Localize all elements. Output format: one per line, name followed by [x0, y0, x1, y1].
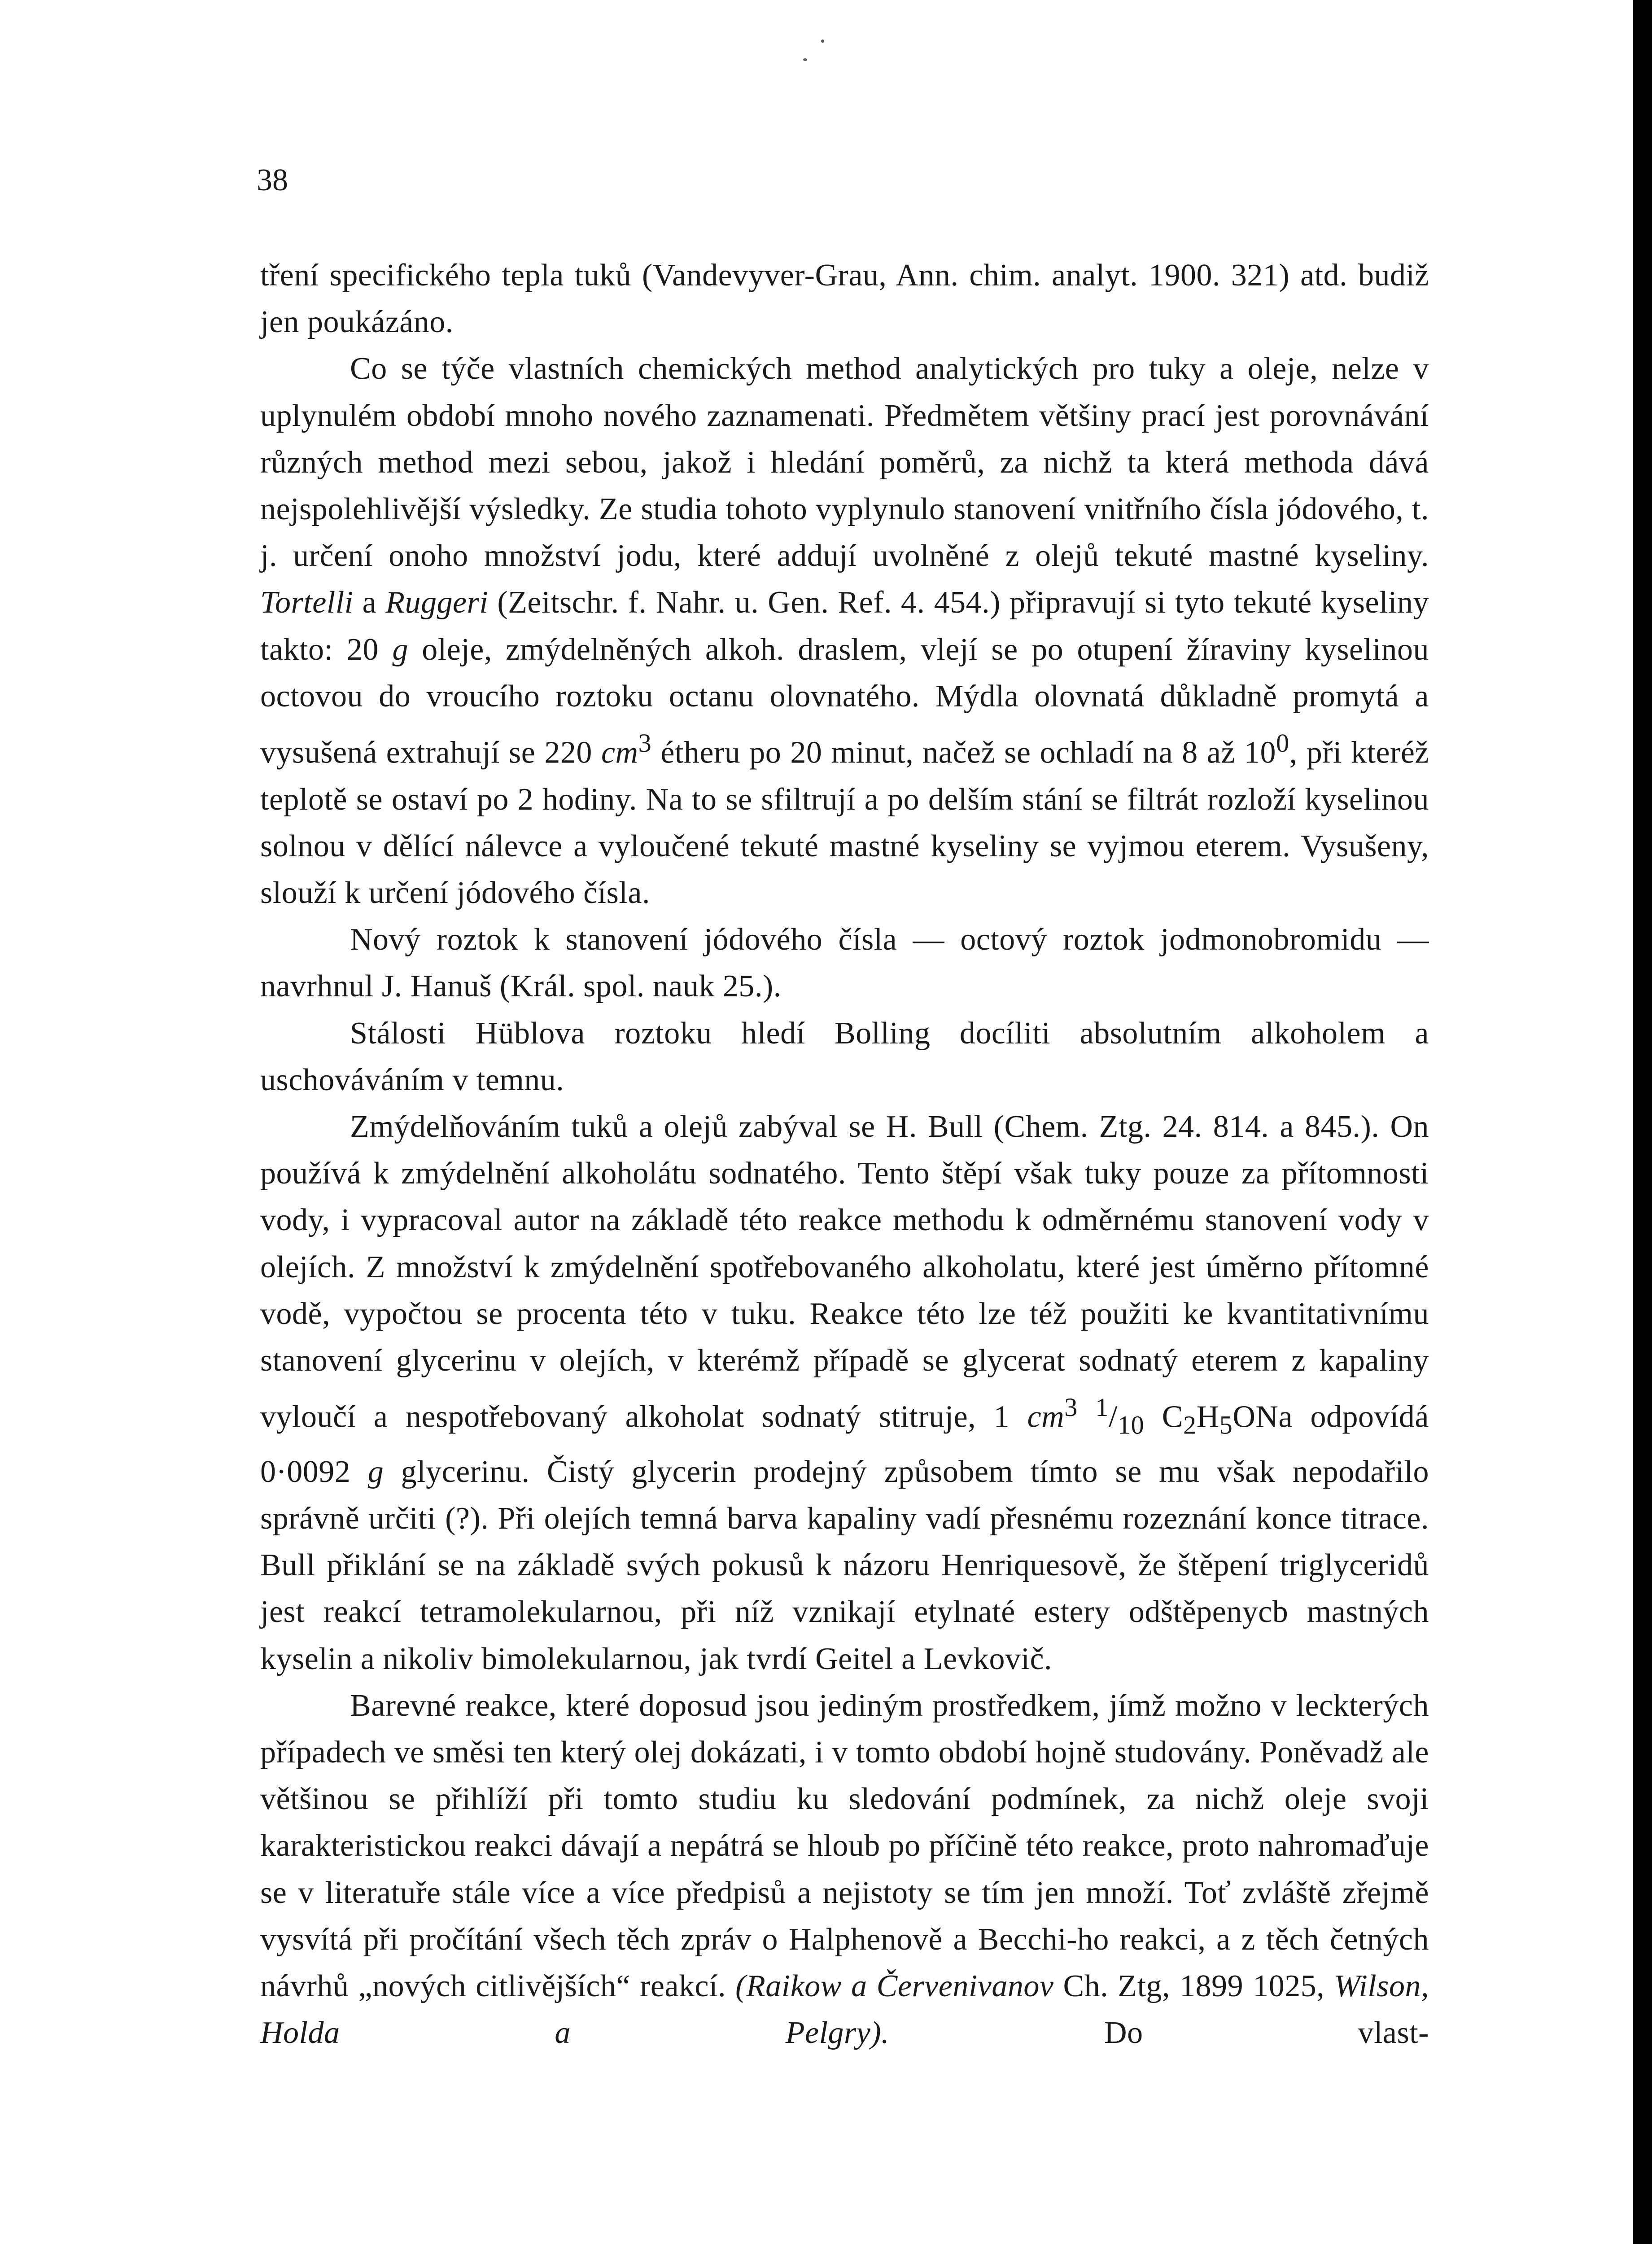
text-run: Do vlast-	[889, 2016, 1429, 2051]
text-run: Co se týče vlastních chemických method analytických pro tuky a oleje, nelze v uplynulém období mnoho nového zaznamenati. Předmětem většiny prací jest porovnávání různých method mezi sebou, jakož i hledání poměrů, za nichž ta která methoda dává nejspolehlivější výsledky. Ze studia tohoto vyplynulo stanovení vnitřního čísla jódového, t. j. určení onoho množství jodu, které addují uvolněné z olejů tekuté mastné kyseliny.	[260, 351, 1429, 574]
body-text	[260, 252, 1429, 2056]
fraction-slash: /	[1109, 1399, 1118, 1434]
fraction-numerator: 1	[1095, 1393, 1109, 1422]
unit-cm: cm	[1027, 1399, 1065, 1434]
text-run: , při kteréž teplotě se ostaví po 2 hodiny. Na to se sfiltrují a po delším stání se filtrát rozloží kyselinou solnou v dělící nálevce a vyloučené tekuté mastné kyseliny se vyjmou eterem. Vysušeny, slouží k určení jódového čísla.	[260, 735, 1429, 910]
superscript-3: 3	[638, 728, 652, 758]
superscript-3: 3	[1064, 1393, 1078, 1422]
paragraph-6	[260, 1683, 1429, 2057]
text-run: a	[353, 585, 386, 620]
citation-wilson: Wilson, Holda a Pelgry).	[260, 1968, 1429, 2051]
scan-speck	[803, 58, 807, 61]
subscript-5: 5	[1219, 1410, 1233, 1440]
formula-carbon: C	[1144, 1399, 1183, 1434]
author-name-ruggeri: Ruggeri	[385, 585, 489, 620]
unit-gram: g	[392, 632, 408, 667]
text-run: (Zeitschr. f. Nahr. u. Gen. Ref. 4. 454.) připravují si tyto tekuté kyseliny takto: 20	[260, 585, 1429, 667]
text-run: glycerinu. Čistý glycerin prodejný způsobem tímto se mu však nepodařilo správně určiti (?). Při olejích temná barva kapaliny vadí přesnému rozeznání konce titrace. Bull přiklání se na základě svých pokusů k názoru Henriquesově, že štěpení triglyceridů jest reakcí tetramolekularnou, při níž vznikají etylnaté estery odštěpenycb mastných kyselin a nikoliv bimolekularnou, jak tvrdí Geitel a Levkovič.	[260, 1454, 1429, 1676]
unit-gram: g	[367, 1454, 384, 1489]
text-run: ONa odpovídá 0·0092	[260, 1399, 1429, 1489]
subscript-2: 2	[1183, 1410, 1197, 1440]
citation-raikow: (Raikow a Červenivanov	[735, 1968, 1054, 2003]
text-run: oleje, zmýdelněných alkoh. draslem, vlejí se po otupení žíraviny kyselinou octovou do vroucího roztoku octanu olovnatého. Mýdla olovnatá důkladně promytá a vysušená extrahují se 220	[260, 632, 1429, 770]
paragraph-3	[260, 916, 1429, 1010]
author-name-tortelli: Tortelli	[260, 585, 354, 620]
text-run: Barevné reakce, které doposud jsou jediným prostředkem, jímž možno v leckterých případech ve směsi ten který olej dokázati, i v tomto období hojně studovány. Poněvadž ale většinou se přihlíží při tomto studiu ku sledování podmínek, za nichž oleje svoji karakteristickou reakci dávají a nepátrá se hloub po příčině této reakce, proto nahromaďuje se v literatuře stále více a více předpisů a nejistoty se tím jen množí. Toť zvláště zřejmě vysvítá při pročítání všech těch zpráv o Halphenově a Becchi-ho reakci, a z těch četných návrhů „nových citlivějších“ reakcí.	[260, 1688, 1429, 2003]
paragraph-4	[260, 1010, 1429, 1104]
paragraph-text: Stálosti Hüblova roztoku hledí Bolling docíliti absolutním alkoholem a uschováváním v temnu.	[260, 1016, 1429, 1097]
paragraph-text: Nový roztok k stanovení jódového čísla — octový roztok jodmonobromidu — navrhnul J. Hanuš (Král. spol. nauk 25.).	[260, 922, 1429, 1004]
degree-superscript: 0	[1276, 728, 1289, 758]
paragraph-5	[260, 1104, 1429, 1683]
formula-hydrogen: H	[1196, 1399, 1219, 1434]
text-run: étheru po 20 minut, načež se ochladí na 8 až 10	[651, 735, 1276, 770]
scan-border	[1633, 0, 1652, 2244]
text-run	[1078, 1400, 1095, 1434]
text-run: Zmýdelňováním tuků a olejů zabýval se H. Bull (Chem. Ztg. 24. 814. a 845.). On používá k zmýdelnění alkoholátu sodnatého. Tento štěpí však tuky pouze za přítomnosti vody, i vypracoval autor na základě této reakce methodu k odměrnému stanovení vody v olejích. Z množství k zmýdelnění spotřebovaného alkoholatu, které jest úměrno přítomné vodě, vypočtou se procenta této v tuku. Reakce této lze též použiti ke kvantitativnímu stanovení glycerinu v olejích, v kterémž případě se glycerat sodnatý eterem z kapaliny vyloučí a nespotřebovaný alkoholat sodnatý stitruje, 1	[260, 1109, 1429, 1434]
paragraph-2	[260, 346, 1429, 916]
text-run: Ch. Ztg, 1899 1025,	[1053, 1968, 1334, 2003]
paragraph-text: tření specifického tepla tuků (Vandevyver-Grau, Ann. chim. analyt. 1900. 321) atd. budiž jen poukázáno.	[260, 258, 1429, 340]
paragraph-1	[260, 252, 1429, 346]
fraction-denominator: 10	[1117, 1410, 1145, 1440]
scan-speck	[821, 39, 824, 43]
unit-cm: cm	[601, 735, 638, 770]
page-number: 38	[257, 163, 288, 197]
